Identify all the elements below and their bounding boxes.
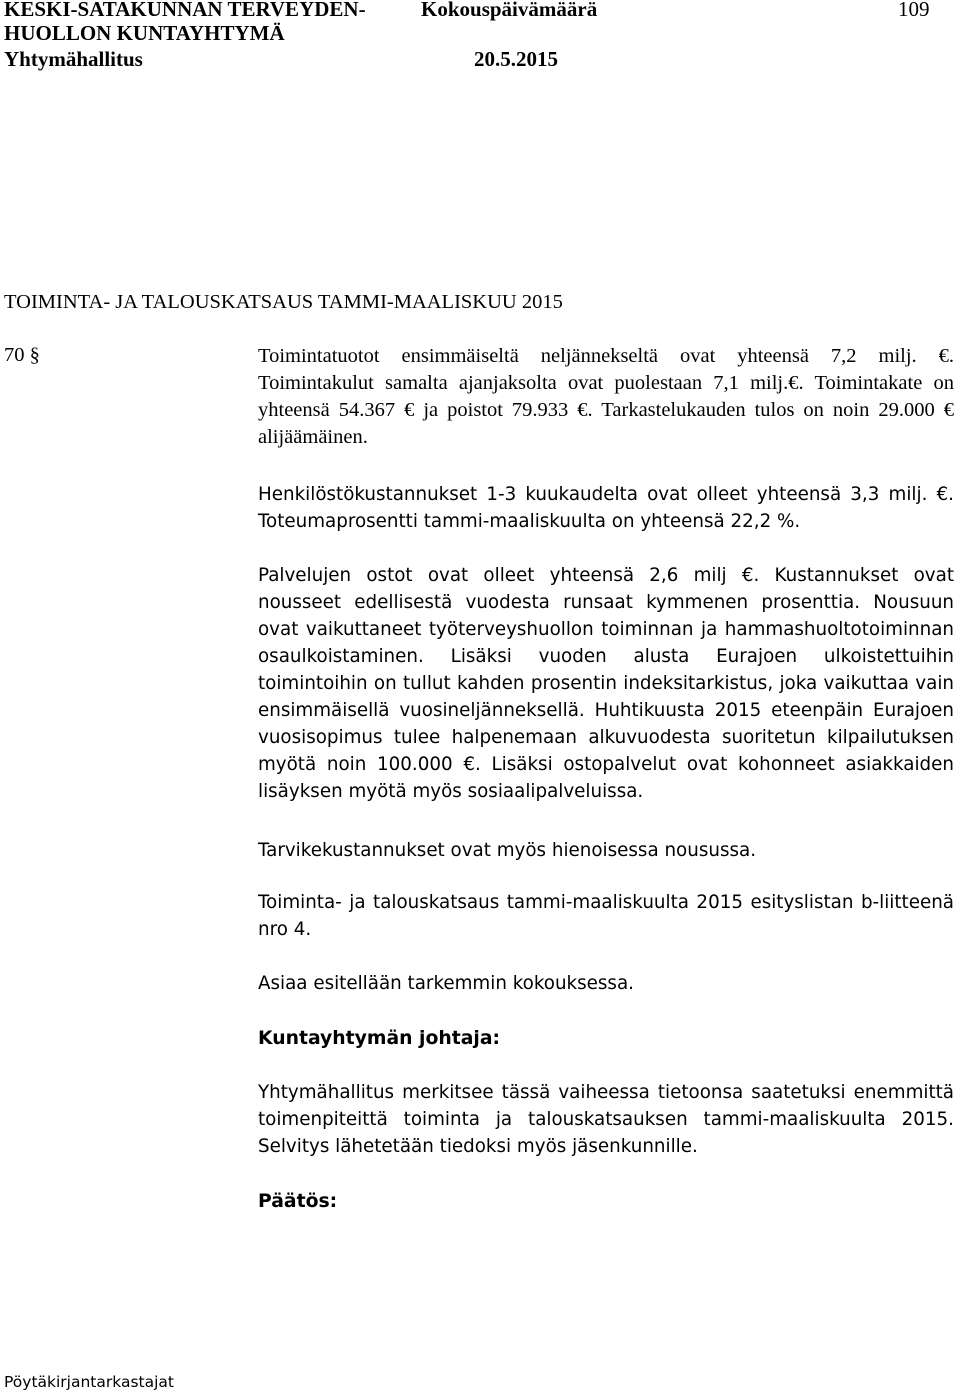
board-name: Yhtymähallitus (4, 47, 143, 71)
director-proposal: Yhtymähallitus merkitsee tässä vaiheessa tietoonsa saatetuksi enemmittä toimenpiteittä toiminta ja talouskatsauksen tammi-maaliskuulta 2015. Selvitys lähetetään tiedoksi myös jäsenkunnille. (258, 1082, 954, 1157)
organization-name-line2: HUOLLON KUNTAYHTYMÄ (4, 21, 285, 45)
footer-minutes-checkers: Pöytäkirjantarkastajat (4, 1373, 174, 1391)
section-heading: TOIMINTA- JA TALOUSKATSAUS TAMMI-MAALISKUU 2015 (4, 291, 563, 313)
section-number: 70 § (4, 344, 40, 366)
organization-name-line1: KESKI-SATAKUNNAN TERVEYDEN- (4, 0, 366, 21)
meeting-date: 20.5.2015 (474, 47, 558, 71)
paragraph-service-purchases: Palvelujen ostot ovat olleet yhteensä 2,6 milj €. Kustannukset ovat nousseet edellisestä vuodesta runsaat kymmenen prosenttia. Nousuun ovat vaikuttaneet työterveyshuollon toiminnan ja hammashuoltotoiminnan osaulkoistaminen. Lisäksi vuoden alusta Eurajoen ulkoistettuihin toimintoihin on tullut kahden prosentin indeksitarkistus, joka vaikuttaa vain ensimmäisellä vuosineljänneksellä. Huhtikuusta 2015 eteenpäin Eurajoen vuosisopimus tulee halpenemaan alkuvuodesta suoritetun kilpailutuksen myötä noin 100.000 €. Lisäksi ostopalvelut ovat kohonneet asiakkaiden lisäyksen myötä myös sosiaalipalveluissa. (258, 565, 954, 802)
meeting-date-label: Kokouspäivämäärä (421, 0, 598, 21)
paragraph-supply-costs: Tarvikekustannukset ovat myös hienoisessa nousussa. (258, 840, 757, 861)
paragraph-financial-summary: Toimintatuotot ensimmäiseltä neljännekseltä ovat yhteensä 7,2 milj. €. Toimintakulut samalta ajanjaksolta ovat puolestaan 7,1 milj.€. Toimintakate on yhteensä 54.367 € ja poistot 79.933 €. Tarkastelukauden tulos on noin 29.000 € alijäämäinen. (258, 345, 954, 448)
director-label: Kuntayhtymän johtaja: (258, 1028, 501, 1049)
paragraph-personnel-costs: Henkilöstökustannukset 1-3 kuukaudelta ovat olleet yhteensä 3,3 milj. €. Toteumaprosentti tammi-maaliskuulta on yhteensä 22,2 %. (258, 484, 954, 532)
paragraph-presentation-note: Asiaa esitellään tarkemmin kokouksessa. (258, 973, 634, 994)
decision-label: Päätös: (258, 1191, 338, 1212)
page-number: 109 (898, 0, 930, 21)
paragraph-attachment-note: Toiminta- ja talouskatsaus tammi-maaliskuulta 2015 esityslistan b-liitteenä nro 4. (258, 892, 954, 940)
